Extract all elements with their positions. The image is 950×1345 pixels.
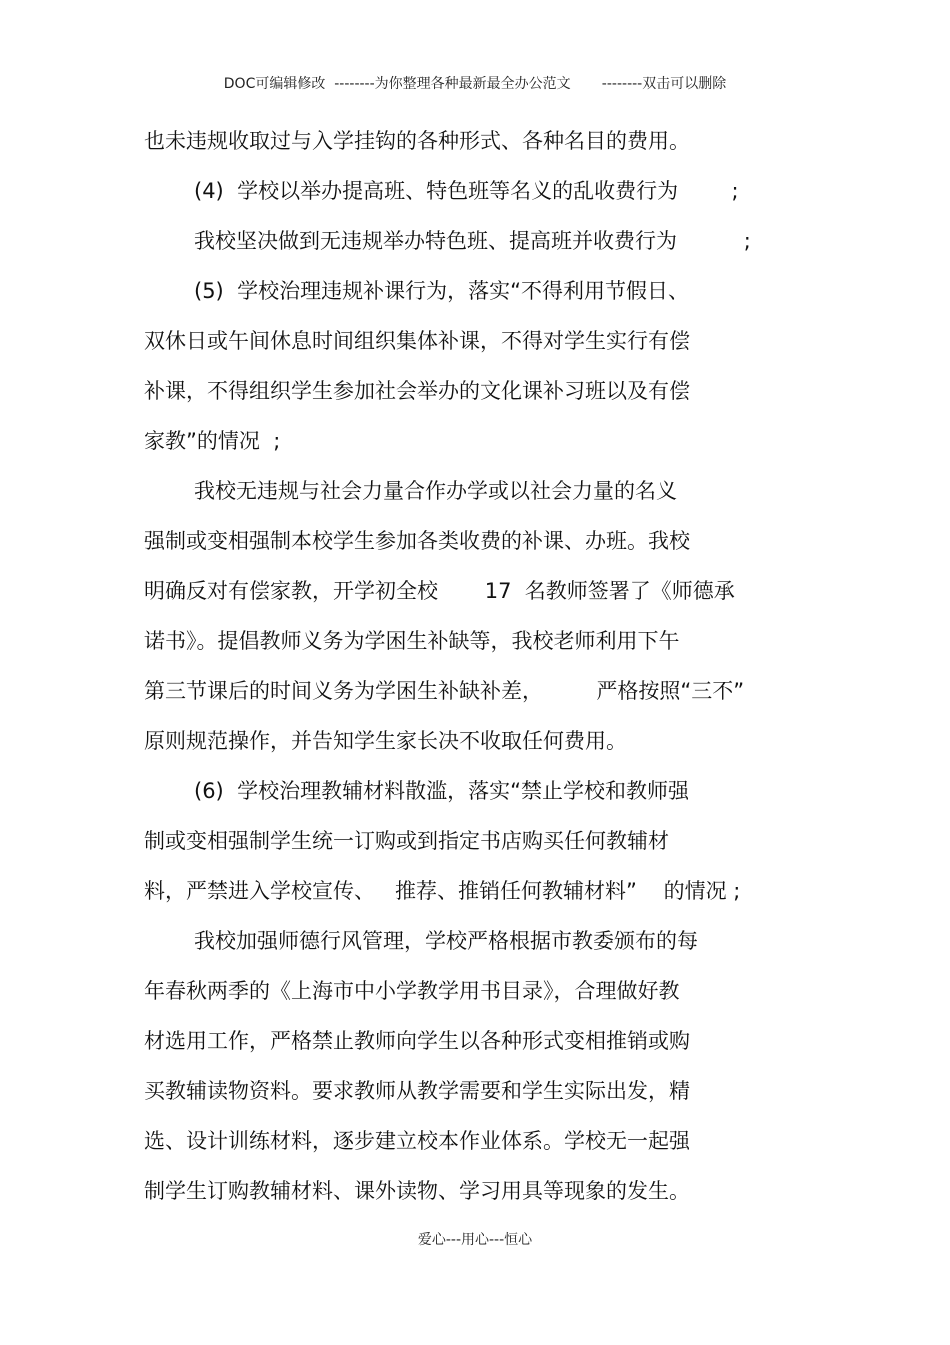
paragraph-line: 材选用工作，严格禁止教师向学生以各种形式变相推销或购 bbox=[144, 1029, 690, 1053]
paragraph-line: 补课，不得组织学生参加社会举办的文化课补习班以及有偿 bbox=[144, 379, 690, 403]
paragraph-line: 强制或变相强制本校学生参加各类收费的补课、办班。我校 bbox=[144, 529, 690, 553]
paragraph-line: 双休日或午间休息时间组织集体补课，不得对学生实行有偿 bbox=[144, 329, 690, 353]
paragraph-line: 我校无违规与社会力量合作办学或以社会力量的名义 bbox=[194, 479, 677, 503]
paragraph-line: 料，严禁进入学校宣传、 推荐、推销任何教辅材料” 的情况 ; bbox=[144, 879, 741, 903]
paragraph-line: 我校坚决做到无违规举办特色班、提高班并收费行为 ; bbox=[194, 229, 751, 253]
paragraph-line: 年春秋两季的《上海市中小学教学用书目录》，合理做好教 bbox=[144, 979, 680, 1003]
paragraph-line: 诺书》。提倡教师义务为学困生补缺等，我校老师利用下午 bbox=[144, 629, 680, 653]
paragraph-line: 制学生订购教辅材料、课外读物、学习用具等现象的发生。 bbox=[144, 1179, 690, 1203]
paragraph-line: 明确反对有偿家教，开学初全校 17 名教师签署了《师德承 bbox=[144, 579, 735, 603]
paragraph-line: 买教辅读物资料。要求教师从教学需要和学生实际出发，精 bbox=[144, 1079, 690, 1103]
paragraph-line: 制或变相强制学生统一订购或到指定书店购买任何教辅材 bbox=[144, 829, 669, 853]
paragraph-line: (5) 学校治理违规补课行为，落实“不得利用节假日、 bbox=[194, 279, 689, 303]
paragraph-line: 我校加强师德行风管理，学校严格根据市教委颁布的每 bbox=[194, 929, 698, 953]
paragraph-line: 家教”的情况 ; bbox=[144, 429, 281, 453]
paragraph-line: 原则规范操作，并告知学生家长决不收取任何费用。 bbox=[144, 729, 627, 753]
paragraph-line: (4) 学校以举办提高班、特色班等名义的乱收费行为 ; bbox=[194, 179, 739, 203]
paragraph-line: 第三节课后的时间义务为学困生补缺补差， 严格按照“三不” bbox=[144, 679, 745, 703]
page-header: DOC可编辑修改 --------为你整理各种最新最全办公范文 --------双击可以删除 bbox=[223, 76, 727, 92]
paragraph-line: 也未违规收取过与入学挂钩的各种形式、各种名目的费用。 bbox=[144, 129, 690, 153]
paragraph-line: 选、设计训练材料，逐步建立校本作业体系。学校无一起强 bbox=[144, 1129, 690, 1153]
page-footer: 爱心---用心---恒心 bbox=[417, 1232, 533, 1248]
paragraph-line: (6) 学校治理教辅材料散滥，落实“禁止学校和教师强 bbox=[194, 779, 689, 803]
